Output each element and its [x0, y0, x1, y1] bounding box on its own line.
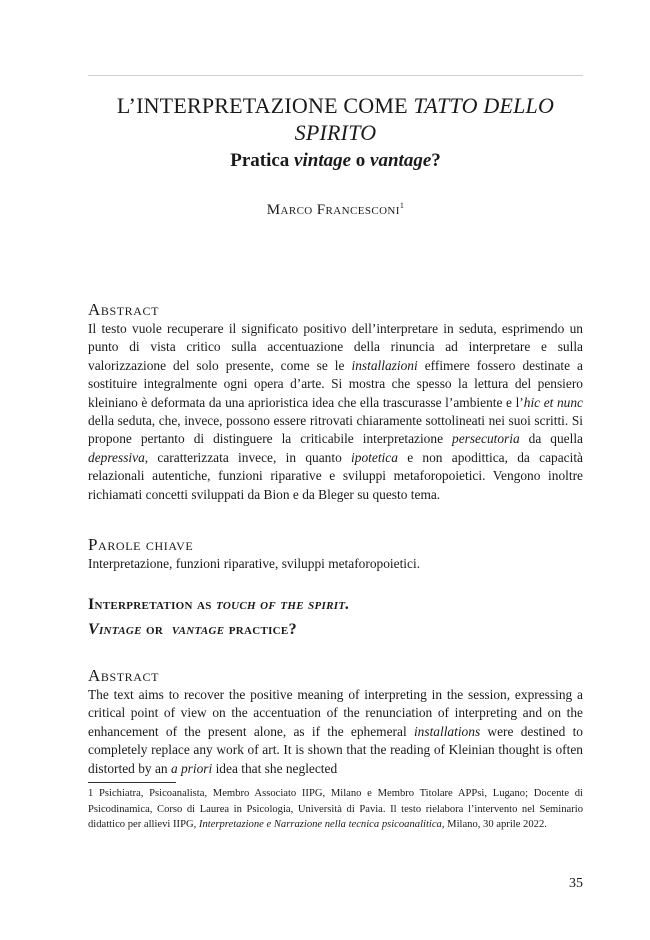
abstract-it-heading: Abstract — [88, 300, 160, 319]
article-subtitle: Pratica vintage o vantage? — [230, 150, 441, 171]
footnote-1: 1 Psichiatra, Psicoanalista, Membro Associato IIPG, Milano e Membro Titolare APPsi, Lugano; Docente di Psicodinamica, Corso di Laurea in Psicologia, Università di Pavia. Il testo rielabora l’intervento nel Seminario didattico per allievi IIPG, Interpretazione e Narrazione nella tecnica psicoanalitica, Milano, 30 aprile 2022. — [88, 788, 583, 831]
abstract-en-text: The text aims to recover the positive meaning of interpreting in the session, expressing a critical point of view on the accentuation of the renunciation of interpreting and on the enhancement of the present alone, as if the ephemeral installations were destined to completely replace any work of art. It is shown that the reading of Kleinian thought is often distorted by an a priori idea that she neglected — [88, 687, 583, 776]
header-rule — [88, 75, 583, 76]
english-title — [88, 592, 583, 642]
keywords-it-text: Interpretazione, funzioni riparative, sviluppi metaforopoietici. — [88, 556, 421, 571]
footnote-rule — [88, 782, 176, 783]
title-block — [88, 92, 583, 220]
page-number: 35 — [569, 876, 583, 891]
article-title: L’INTERPRETAZIONE COME TATTO DELLO SPIRITO — [116, 93, 555, 145]
paper-page — [88, 0, 583, 940]
author-footnote-ref[interactable]: 1 — [399, 201, 405, 210]
english-title-line-1: Interpretation as touch of the spirit. — [88, 596, 350, 613]
abstract-it-text: Il testo vuole recuperare il significato positivo dell’interpretare in seduta, esprimendo un punto di vista critico sulla accentuazione della rinuncia ad interpretare e sulla valorizzazione del solo presente, come se le installazioni effimere fossero destinate a sostituire integralmente ogni opera d’arte. Si mostra che spesso la lettura del pensiero kleiniano è deformata da una aprioristica idea che ella trascurasse l’ambiente e l’hic et nunc della seduta, che, invece, possono essere ritrovati chiaramente sottolineati nei suoi scritti. Si propone pertanto di distinguere la criticabile interpretazione persecutoria da quella depressiva, caratterizzata invece, in quanto ipotetica e non apodittica, da capacità relazionali autentiche, funzioni riparative e sviluppi metaforopoietici. Vengono inoltre richiamati concetti sviluppati da Bion e da Bleger su questo tema. — [88, 321, 583, 502]
keywords-it-heading: Parole chiave — [88, 535, 194, 554]
author-name: Marco Francesconi$^1$ — [266, 201, 405, 218]
english-title-line-2: Vintage or vantage practice? — [88, 621, 297, 638]
abstract-en-heading: Abstract — [88, 666, 160, 685]
